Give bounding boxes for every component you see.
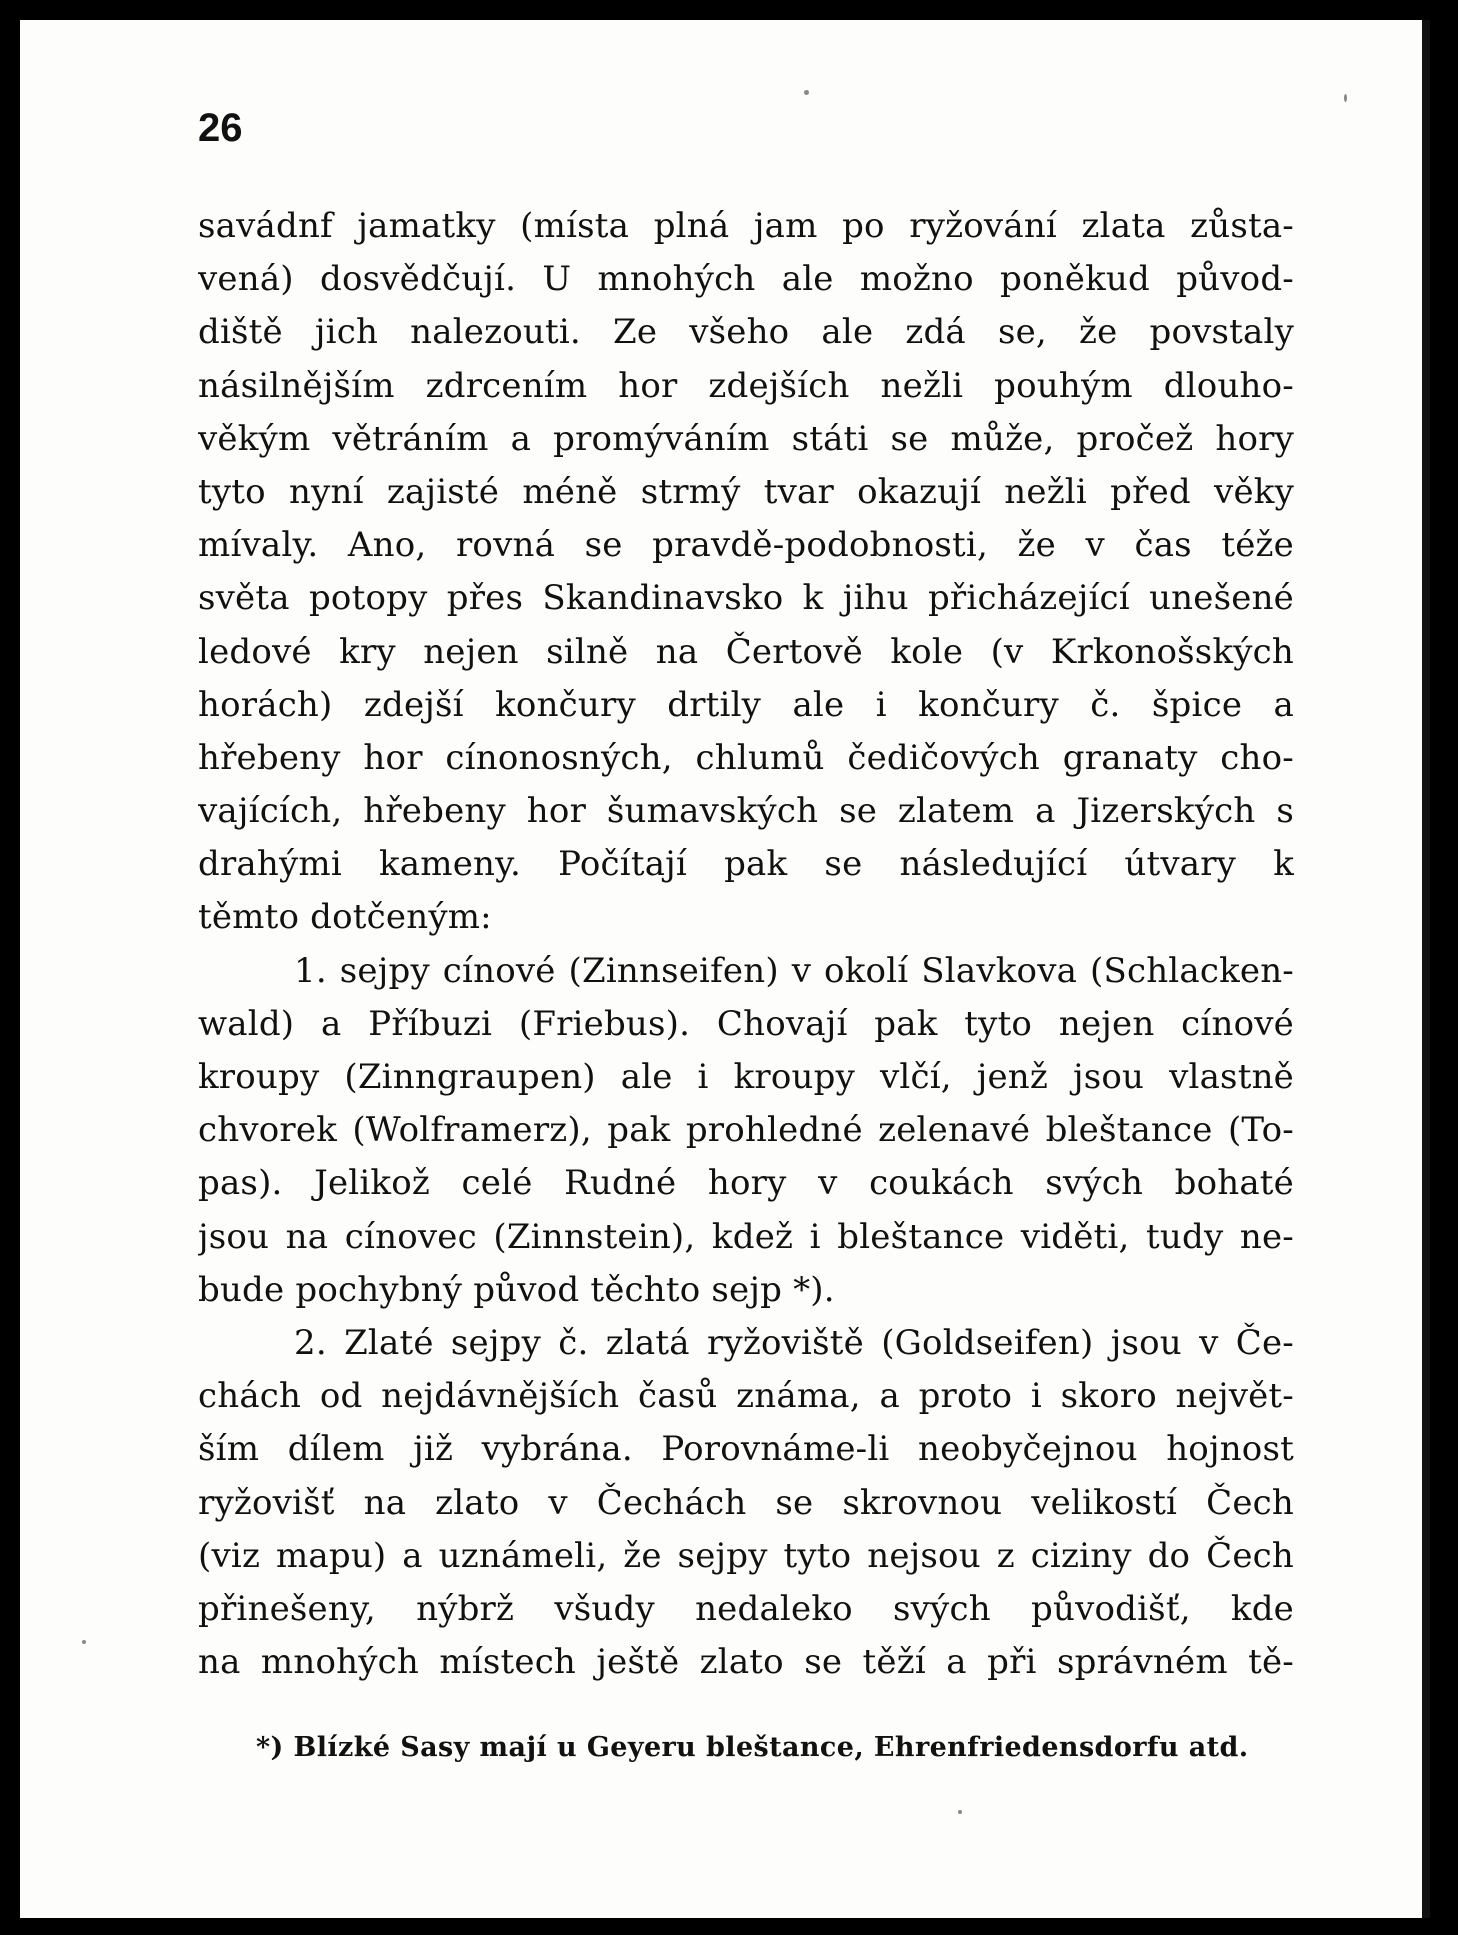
- text-line: na mnohých místech ještě zlato se těží a při správném tě-: [198, 1642, 1294, 1683]
- text-line: jsou na cínovec (Zinnstein), kdež i bleštance viděti, tudy ne-: [198, 1216, 1294, 1257]
- scan-speck: [82, 1640, 86, 1644]
- text-line: přinešeny, nýbrž všudy nedaleko svých původišť, kde: [198, 1588, 1294, 1629]
- text-line: násilnějším zdrcením hor zdejších nežli pouhým dlouho-: [198, 365, 1294, 406]
- text-line: diště jich nalezouti. Ze všeho ale zdá se, že povstaly: [198, 312, 1294, 353]
- text-line: bude pochybný původ těchto sejp *).: [198, 1269, 835, 1310]
- scan-speck: [804, 90, 809, 95]
- text-line: ryžovišť na zlato v Čechách se skrovnou velikostí Čech: [198, 1482, 1294, 1523]
- text-line: ledové kry nejen silně na Čertově kole (v Krkonošských: [198, 631, 1294, 672]
- text-line: pas). Jelikož celé Rudné hory v coukách svých bohaté: [198, 1163, 1294, 1204]
- text-line: chách od nejdávnějších časů známa, a proto i skoro největ-: [198, 1376, 1294, 1417]
- text-line: drahými kameny. Počítají pak se následující útvary k: [198, 844, 1294, 885]
- text-line: wald) a Příbuzi (Friebus). Chovají pak tyto nejen cínové: [198, 1003, 1294, 1044]
- text-line: 2. Zlaté sejpy č. zlatá ryžoviště (Goldseifen) jsou v Če-: [294, 1322, 1294, 1363]
- book-page: [20, 20, 1430, 1918]
- text-line: hřebeny hor cínonosných, chlumů čedičových granaty cho-: [198, 737, 1294, 778]
- scan-speck: [1344, 94, 1347, 102]
- text-line: kroupy (Zinngraupen) ale i kroupy vlčí, jenž jsou vlastně: [198, 1057, 1294, 1097]
- text-line: tyto nyní zajisté méně strmý tvar okazují nežli před věky: [198, 471, 1294, 512]
- text-line: (viz mapu) a uznámeli, že sejpy tyto nejsou z ciziny do Čech: [198, 1535, 1294, 1576]
- text-line: chvorek (Wolframerz), pak prohledné zelenavé bleštance (To-: [198, 1110, 1294, 1151]
- text-line: světa potopy přes Skandinavsko k jihu přicházející unešené: [198, 578, 1294, 619]
- text-line: vená) dosvědčují. U mnohých ale možno poněkud původ-: [198, 259, 1294, 300]
- page-edge: [1422, 20, 1430, 1918]
- text-line: těmto dotčeným:: [198, 897, 492, 938]
- text-line: savádnf jamatky (místa plná jam po ryžování zlata zůsta-: [198, 206, 1294, 246]
- footnote: *) Blízké Sasy mají u Geyeru bleštance, Ehrenfriedensdorfu atd.: [256, 1732, 1249, 1763]
- text-line: ším dílem již vybrána. Porovnáme-li neobyčejnou hojnost: [198, 1429, 1294, 1470]
- body-text: [198, 200, 1294, 1689]
- text-line: vajících, hřebeny hor šumavských se zlatem a Jizerských s: [198, 791, 1294, 832]
- text-line: horách) zdejší končury drtily ale i končury č. špice a: [198, 684, 1294, 725]
- text-line: věkým větráním a promýváním státi se může, pročež hory: [198, 418, 1294, 459]
- scan-speck: [958, 1810, 962, 1814]
- text-line: mívaly. Ano, rovná se pravdě-podobnosti, že v čas téže: [198, 525, 1294, 566]
- page-number: 26: [198, 106, 243, 150]
- text-line: 1. sejpy cínové (Zinnseifen) v okolí Slavkova (Schlacken-: [294, 950, 1294, 991]
